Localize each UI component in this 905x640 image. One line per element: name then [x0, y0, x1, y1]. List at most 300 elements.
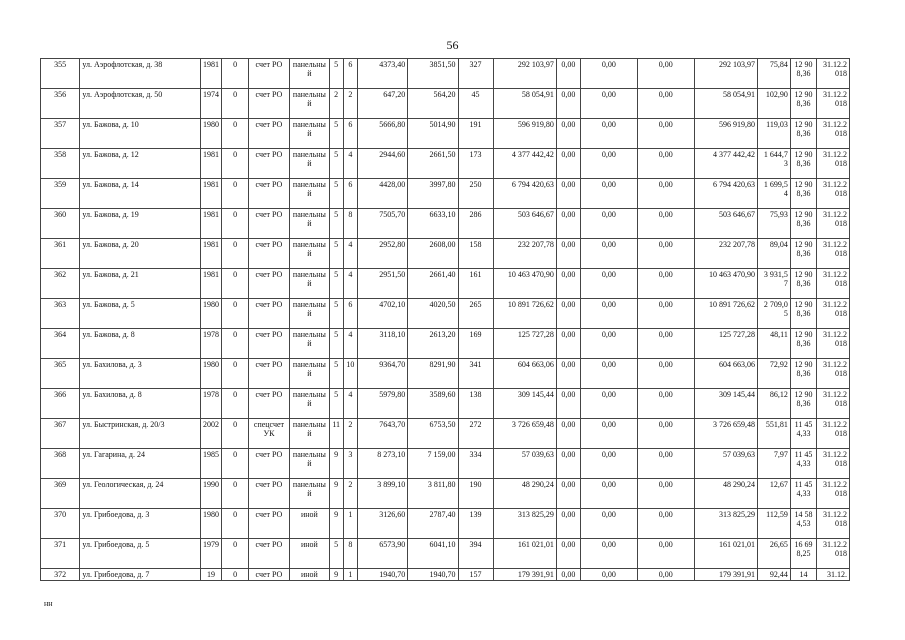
row-number-cell: 363 — [41, 299, 80, 329]
max-unit-cost-cell: 14 584,53 — [790, 509, 816, 539]
address-cell: ул. Бажова, д. 12 — [80, 149, 200, 179]
living-area-cell: 7 159,00 — [408, 449, 458, 479]
fund-type-cell: счет РО — [248, 89, 290, 119]
table-row — [41, 449, 850, 479]
build-year-cell: 1981 — [200, 239, 222, 269]
max-unit-cost-cell: 11 454,33 — [790, 449, 816, 479]
repair-cost-cell: 161 021,01 — [493, 539, 556, 569]
row-number-cell: 364 — [41, 329, 80, 359]
deadline-cell: 31.12.2018 — [817, 299, 850, 329]
cost-part-3-cell: 0,00 — [637, 149, 694, 179]
repair-cost-total-cell: 313 825,29 — [694, 509, 757, 539]
address-cell: ул. Геологическая, д. 24 — [80, 479, 200, 509]
residents-cell: 327 — [458, 59, 493, 89]
wall-material-cell: панельный — [290, 179, 329, 209]
deadline-cell: 31.12.2018 — [817, 89, 850, 119]
build-year-cell: 19 — [200, 569, 222, 581]
floors-cell: 5 — [329, 389, 343, 419]
floors-cell: 5 — [329, 359, 343, 389]
total-area-cell: 7505,70 — [357, 209, 407, 239]
unit-cost-cell: 119,03 — [758, 119, 791, 149]
max-unit-cost-cell: 14 — [790, 569, 816, 581]
total-area-cell: 3 899,10 — [357, 479, 407, 509]
cost-part-3-cell: 0,00 — [637, 389, 694, 419]
cost-part-2-cell: 0,00 — [580, 209, 637, 239]
fund-type-cell: счет РО — [248, 119, 290, 149]
fund-type-cell: счет РО — [248, 479, 290, 509]
unit-cost-cell: 7,97 — [758, 449, 791, 479]
total-area-cell: 5979,80 — [357, 389, 407, 419]
wall-material-cell: панельный — [290, 239, 329, 269]
row-number-cell: 356 — [41, 89, 80, 119]
fund-type-cell: счет РО — [248, 539, 290, 569]
residents-cell: 169 — [458, 329, 493, 359]
entrances-cell: 1 — [343, 509, 357, 539]
build-year-cell: 1980 — [200, 119, 222, 149]
deadline-cell: 31.12.2018 — [817, 509, 850, 539]
unit-cost-cell: 551,81 — [758, 419, 791, 449]
floors-cell: 5 — [329, 539, 343, 569]
repair-cost-cell: 4 377 442,42 — [493, 149, 556, 179]
underground-floors-cell: 0 — [222, 329, 248, 359]
deadline-cell: 31.12.2018 — [817, 179, 850, 209]
repair-cost-total-cell: 503 646,67 — [694, 209, 757, 239]
entrances-cell: 4 — [343, 389, 357, 419]
max-unit-cost-cell: 12 908,36 — [790, 59, 816, 89]
build-year-cell: 1978 — [200, 329, 222, 359]
living-area-cell: 6633,10 — [408, 209, 458, 239]
deadline-cell: 31.12.2018 — [817, 389, 850, 419]
max-unit-cost-cell: 16 698,25 — [790, 539, 816, 569]
max-unit-cost-cell: 12 908,36 — [790, 359, 816, 389]
address-cell: ул. Бажова, д. 5 — [80, 299, 200, 329]
address-cell: ул. Аэрофлотская, д. 50 — [80, 89, 200, 119]
cost-part-2-cell: 0,00 — [580, 89, 637, 119]
row-number-cell: 355 — [41, 59, 80, 89]
table-row — [41, 329, 850, 359]
floors-cell: 2 — [329, 89, 343, 119]
row-number-cell: 370 — [41, 509, 80, 539]
underground-floors-cell: 0 — [222, 299, 248, 329]
row-number-cell: 368 — [41, 449, 80, 479]
unit-cost-cell: 112,59 — [758, 509, 791, 539]
repair-cost-total-cell: 125 727,28 — [694, 329, 757, 359]
cost-part-1-cell: 0,00 — [556, 359, 580, 389]
underground-floors-cell: 0 — [222, 449, 248, 479]
total-area-cell: 3118,10 — [357, 329, 407, 359]
entrances-cell: 2 — [343, 89, 357, 119]
total-area-cell: 3126,60 — [357, 509, 407, 539]
cost-part-3-cell: 0,00 — [637, 539, 694, 569]
entrances-cell: 2 — [343, 419, 357, 449]
address-cell: ул. Аэрофлотская, д. 38 — [80, 59, 200, 89]
living-area-cell: 5014,90 — [408, 119, 458, 149]
total-area-cell: 2952,80 — [357, 239, 407, 269]
cost-part-2-cell: 0,00 — [580, 239, 637, 269]
repair-cost-cell: 58 054,91 — [493, 89, 556, 119]
repair-cost-cell: 10 463 470,90 — [493, 269, 556, 299]
wall-material-cell: иной — [290, 539, 329, 569]
living-area-cell: 2787,40 — [408, 509, 458, 539]
entrances-cell: 10 — [343, 359, 357, 389]
address-cell: ул. Бахилова, д. 8 — [80, 389, 200, 419]
floors-cell: 9 — [329, 479, 343, 509]
cost-part-2-cell: 0,00 — [580, 569, 637, 581]
deadline-cell: 31.12.2018 — [817, 59, 850, 89]
table-row — [41, 119, 850, 149]
table-row — [41, 209, 850, 239]
cost-part-2-cell: 0,00 — [580, 539, 637, 569]
cost-part-1-cell: 0,00 — [556, 449, 580, 479]
living-area-cell: 2608,00 — [408, 239, 458, 269]
underground-floors-cell: 0 — [222, 509, 248, 539]
wall-material-cell: иной — [290, 509, 329, 539]
residents-cell: 250 — [458, 179, 493, 209]
cost-part-1-cell: 0,00 — [556, 419, 580, 449]
cost-part-1-cell: 0,00 — [556, 89, 580, 119]
floors-cell: 5 — [329, 59, 343, 89]
repair-cost-total-cell: 57 039,63 — [694, 449, 757, 479]
floors-cell: 5 — [329, 149, 343, 179]
living-area-cell: 3997,80 — [408, 179, 458, 209]
repair-cost-total-cell: 58 054,91 — [694, 89, 757, 119]
cost-part-3-cell: 0,00 — [637, 209, 694, 239]
deadline-cell: 31.12.2018 — [817, 209, 850, 239]
max-unit-cost-cell: 12 908,36 — [790, 89, 816, 119]
deadline-cell: 31.12.2018 — [817, 479, 850, 509]
cost-part-1-cell: 0,00 — [556, 239, 580, 269]
cost-part-1-cell: 0,00 — [556, 59, 580, 89]
table-row — [41, 389, 850, 419]
build-year-cell: 1979 — [200, 539, 222, 569]
entrances-cell: 4 — [343, 329, 357, 359]
residents-cell: 265 — [458, 299, 493, 329]
fund-type-cell: счет РО — [248, 389, 290, 419]
cost-part-3-cell: 0,00 — [637, 239, 694, 269]
repair-cost-total-cell: 10 463 470,90 — [694, 269, 757, 299]
fund-type-cell: счет РО — [248, 59, 290, 89]
repair-cost-cell: 292 103,97 — [493, 59, 556, 89]
cost-part-2-cell: 0,00 — [580, 509, 637, 539]
table-row — [41, 239, 850, 269]
row-number-cell: 359 — [41, 179, 80, 209]
entrances-cell: 3 — [343, 449, 357, 479]
deadline-cell: 31.12.2018 — [817, 539, 850, 569]
living-area-cell: 3 811,80 — [408, 479, 458, 509]
living-area-cell: 8291,90 — [408, 359, 458, 389]
fund-type-cell: спецсчет УК — [248, 419, 290, 449]
address-cell: ул. Бажова, д. 14 — [80, 179, 200, 209]
max-unit-cost-cell: 12 908,36 — [790, 119, 816, 149]
repair-cost-cell: 503 646,67 — [493, 209, 556, 239]
table-row — [41, 149, 850, 179]
floors-cell: 9 — [329, 569, 343, 581]
entrances-cell: 4 — [343, 149, 357, 179]
build-year-cell: 1974 — [200, 89, 222, 119]
cost-part-3-cell: 0,00 — [637, 419, 694, 449]
housing-registry-table — [40, 58, 850, 581]
cost-part-2-cell: 0,00 — [580, 479, 637, 509]
total-area-cell: 8 273,10 — [357, 449, 407, 479]
cost-part-1-cell: 0,00 — [556, 269, 580, 299]
build-year-cell: 1981 — [200, 149, 222, 179]
repair-cost-total-cell: 596 919,80 — [694, 119, 757, 149]
cost-part-2-cell: 0,00 — [580, 299, 637, 329]
cost-part-2-cell: 0,00 — [580, 149, 637, 179]
wall-material-cell: панельный — [290, 59, 329, 89]
cost-part-2-cell: 0,00 — [580, 359, 637, 389]
living-area-cell: 3851,50 — [408, 59, 458, 89]
cost-part-1-cell: 0,00 — [556, 329, 580, 359]
wall-material-cell: панельный — [290, 119, 329, 149]
repair-cost-total-cell: 6 794 420,63 — [694, 179, 757, 209]
residents-cell: 341 — [458, 359, 493, 389]
repair-cost-total-cell: 161 021,01 — [694, 539, 757, 569]
repair-cost-cell: 10 891 726,62 — [493, 299, 556, 329]
living-area-cell: 3589,60 — [408, 389, 458, 419]
unit-cost-cell: 86,12 — [758, 389, 791, 419]
residents-cell: 139 — [458, 509, 493, 539]
total-area-cell: 5666,80 — [357, 119, 407, 149]
cost-part-3-cell: 0,00 — [637, 179, 694, 209]
total-area-cell: 4373,40 — [357, 59, 407, 89]
fund-type-cell: счет РО — [248, 179, 290, 209]
deadline-cell: 31.12.2018 — [817, 149, 850, 179]
floors-cell: 5 — [329, 239, 343, 269]
entrances-cell: 6 — [343, 119, 357, 149]
living-area-cell: 1940,70 — [408, 569, 458, 581]
deadline-cell: 31.12.2018 — [817, 119, 850, 149]
fund-type-cell: счет РО — [248, 149, 290, 179]
repair-cost-cell: 125 727,28 — [493, 329, 556, 359]
build-year-cell: 1990 — [200, 479, 222, 509]
underground-floors-cell: 0 — [222, 419, 248, 449]
table-row — [41, 89, 850, 119]
residents-cell: 161 — [458, 269, 493, 299]
floors-cell: 9 — [329, 449, 343, 479]
cost-part-1-cell: 0,00 — [556, 119, 580, 149]
underground-floors-cell: 0 — [222, 389, 248, 419]
deadline-cell: 31.12.2018 — [817, 269, 850, 299]
address-cell: ул. Бахилова, д. 3 — [80, 359, 200, 389]
fund-type-cell: счет РО — [248, 329, 290, 359]
wall-material-cell: панельный — [290, 419, 329, 449]
repair-cost-total-cell: 48 290,24 — [694, 479, 757, 509]
fund-type-cell: счет РО — [248, 449, 290, 479]
total-area-cell: 4428,00 — [357, 179, 407, 209]
build-year-cell: 2002 — [200, 419, 222, 449]
deadline-cell: 31.12. — [817, 569, 850, 581]
unit-cost-cell: 12,67 — [758, 479, 791, 509]
max-unit-cost-cell: 12 908,36 — [790, 239, 816, 269]
total-area-cell: 6573,90 — [357, 539, 407, 569]
cost-part-3-cell: 0,00 — [637, 59, 694, 89]
unit-cost-cell: 48,11 — [758, 329, 791, 359]
wall-material-cell: панельный — [290, 209, 329, 239]
underground-floors-cell: 0 — [222, 119, 248, 149]
deadline-cell: 31.12.2018 — [817, 239, 850, 269]
table-row — [41, 419, 850, 449]
cost-part-1-cell: 0,00 — [556, 509, 580, 539]
underground-floors-cell: 0 — [222, 359, 248, 389]
fund-type-cell: счет РО — [248, 299, 290, 329]
floors-cell: 5 — [329, 299, 343, 329]
wall-material-cell: панельный — [290, 89, 329, 119]
table-row — [41, 299, 850, 329]
residents-cell: 334 — [458, 449, 493, 479]
total-area-cell: 1940,70 — [357, 569, 407, 581]
build-year-cell: 1981 — [200, 269, 222, 299]
build-year-cell: 1985 — [200, 449, 222, 479]
repair-cost-total-cell: 3 726 659,48 — [694, 419, 757, 449]
cost-part-3-cell: 0,00 — [637, 479, 694, 509]
cost-part-3-cell: 0,00 — [637, 329, 694, 359]
cost-part-2-cell: 0,00 — [580, 449, 637, 479]
repair-cost-total-cell: 232 207,78 — [694, 239, 757, 269]
underground-floors-cell: 0 — [222, 89, 248, 119]
repair-cost-cell: 232 207,78 — [493, 239, 556, 269]
total-area-cell: 7643,70 — [357, 419, 407, 449]
repair-cost-total-cell: 4 377 442,42 — [694, 149, 757, 179]
living-area-cell: 2613,20 — [408, 329, 458, 359]
row-number-cell: 365 — [41, 359, 80, 389]
build-year-cell: 1981 — [200, 59, 222, 89]
cost-part-3-cell: 0,00 — [637, 509, 694, 539]
cost-part-1-cell: 0,00 — [556, 209, 580, 239]
max-unit-cost-cell: 12 908,36 — [790, 329, 816, 359]
floors-cell: 5 — [329, 179, 343, 209]
build-year-cell: 1981 — [200, 209, 222, 239]
entrances-cell: 1 — [343, 569, 357, 581]
address-cell: ул. Бажова, д. 10 — [80, 119, 200, 149]
residents-cell: 45 — [458, 89, 493, 119]
residents-cell: 190 — [458, 479, 493, 509]
max-unit-cost-cell: 12 908,36 — [790, 209, 816, 239]
entrances-cell: 6 — [343, 179, 357, 209]
repair-cost-total-cell: 10 891 726,62 — [694, 299, 757, 329]
entrances-cell: 8 — [343, 539, 357, 569]
living-area-cell: 2661,40 — [408, 269, 458, 299]
floors-cell: 11 — [329, 419, 343, 449]
cost-part-3-cell: 0,00 — [637, 119, 694, 149]
repair-cost-cell: 57 039,63 — [493, 449, 556, 479]
underground-floors-cell: 0 — [222, 569, 248, 581]
residents-cell: 286 — [458, 209, 493, 239]
wall-material-cell: панельный — [290, 359, 329, 389]
entrances-cell: 8 — [343, 209, 357, 239]
cost-part-2-cell: 0,00 — [580, 419, 637, 449]
row-number-cell: 362 — [41, 269, 80, 299]
repair-cost-total-cell: 292 103,97 — [694, 59, 757, 89]
address-cell: ул. Грибоедова, д. 7 — [80, 569, 200, 581]
entrances-cell: 4 — [343, 239, 357, 269]
total-area-cell: 2944,60 — [357, 149, 407, 179]
unit-cost-cell: 72,92 — [758, 359, 791, 389]
wall-material-cell: панельный — [290, 449, 329, 479]
repair-cost-cell: 48 290,24 — [493, 479, 556, 509]
cost-part-3-cell: 0,00 — [637, 449, 694, 479]
footer-mark: нн — [44, 599, 53, 608]
cost-part-1-cell: 0,00 — [556, 299, 580, 329]
row-number-cell: 372 — [41, 569, 80, 581]
deadline-cell: 31.12.2018 — [817, 359, 850, 389]
residents-cell: 157 — [458, 569, 493, 581]
fund-type-cell: счет РО — [248, 209, 290, 239]
deadline-cell: 31.12.2018 — [817, 449, 850, 479]
cost-part-1-cell: 0,00 — [556, 179, 580, 209]
underground-floors-cell: 0 — [222, 539, 248, 569]
address-cell: ул. Грибоедова, д. 3 — [80, 509, 200, 539]
cost-part-3-cell: 0,00 — [637, 299, 694, 329]
total-area-cell: 4702,10 — [357, 299, 407, 329]
total-area-cell: 9364,70 — [357, 359, 407, 389]
address-cell: ул. Бажова, д. 20 — [80, 239, 200, 269]
table-row — [41, 269, 850, 299]
unit-cost-cell: 2 709,05 — [758, 299, 791, 329]
total-area-cell: 647,20 — [357, 89, 407, 119]
unit-cost-cell: 92,44 — [758, 569, 791, 581]
repair-cost-cell: 3 726 659,48 — [493, 419, 556, 449]
underground-floors-cell: 0 — [222, 149, 248, 179]
living-area-cell: 2661,50 — [408, 149, 458, 179]
max-unit-cost-cell: 12 908,36 — [790, 179, 816, 209]
max-unit-cost-cell: 11 454,33 — [790, 419, 816, 449]
cost-part-1-cell: 0,00 — [556, 479, 580, 509]
unit-cost-cell: 26,65 — [758, 539, 791, 569]
max-unit-cost-cell: 12 908,36 — [790, 149, 816, 179]
max-unit-cost-cell: 11 454,33 — [790, 479, 816, 509]
living-area-cell: 6753,50 — [408, 419, 458, 449]
page-number: 56 — [446, 38, 459, 52]
unit-cost-cell: 89,04 — [758, 239, 791, 269]
wall-material-cell: панельный — [290, 329, 329, 359]
row-number-cell: 367 — [41, 419, 80, 449]
unit-cost-cell: 3 931,57 — [758, 269, 791, 299]
build-year-cell: 1980 — [200, 359, 222, 389]
underground-floors-cell: 0 — [222, 479, 248, 509]
unit-cost-cell: 75,84 — [758, 59, 791, 89]
cost-part-1-cell: 0,00 — [556, 569, 580, 581]
cost-part-1-cell: 0,00 — [556, 539, 580, 569]
address-cell: ул. Бажова, д. 21 — [80, 269, 200, 299]
living-area-cell: 6041,10 — [408, 539, 458, 569]
cost-part-1-cell: 0,00 — [556, 389, 580, 419]
table-row — [41, 179, 850, 209]
table-row — [41, 479, 850, 509]
residents-cell: 191 — [458, 119, 493, 149]
table-row — [41, 539, 850, 569]
repair-cost-cell: 6 794 420,63 — [493, 179, 556, 209]
repair-cost-cell: 596 919,80 — [493, 119, 556, 149]
build-year-cell: 1981 — [200, 179, 222, 209]
underground-floors-cell: 0 — [222, 179, 248, 209]
address-cell: ул. Бажова, д. 19 — [80, 209, 200, 239]
address-cell: ул. Грибоедова, д. 5 — [80, 539, 200, 569]
row-number-cell: 371 — [41, 539, 80, 569]
cost-part-2-cell: 0,00 — [580, 329, 637, 359]
deadline-cell: 31.12.2018 — [817, 329, 850, 359]
repair-cost-total-cell: 309 145,44 — [694, 389, 757, 419]
repair-cost-cell: 179 391,91 — [493, 569, 556, 581]
cost-part-2-cell: 0,00 — [580, 119, 637, 149]
entrances-cell: 4 — [343, 269, 357, 299]
living-area-cell: 564,20 — [408, 89, 458, 119]
build-year-cell: 1980 — [200, 509, 222, 539]
repair-cost-cell: 313 825,29 — [493, 509, 556, 539]
build-year-cell: 1980 — [200, 299, 222, 329]
address-cell: ул. Гагарина, д. 24 — [80, 449, 200, 479]
cost-part-1-cell: 0,00 — [556, 149, 580, 179]
